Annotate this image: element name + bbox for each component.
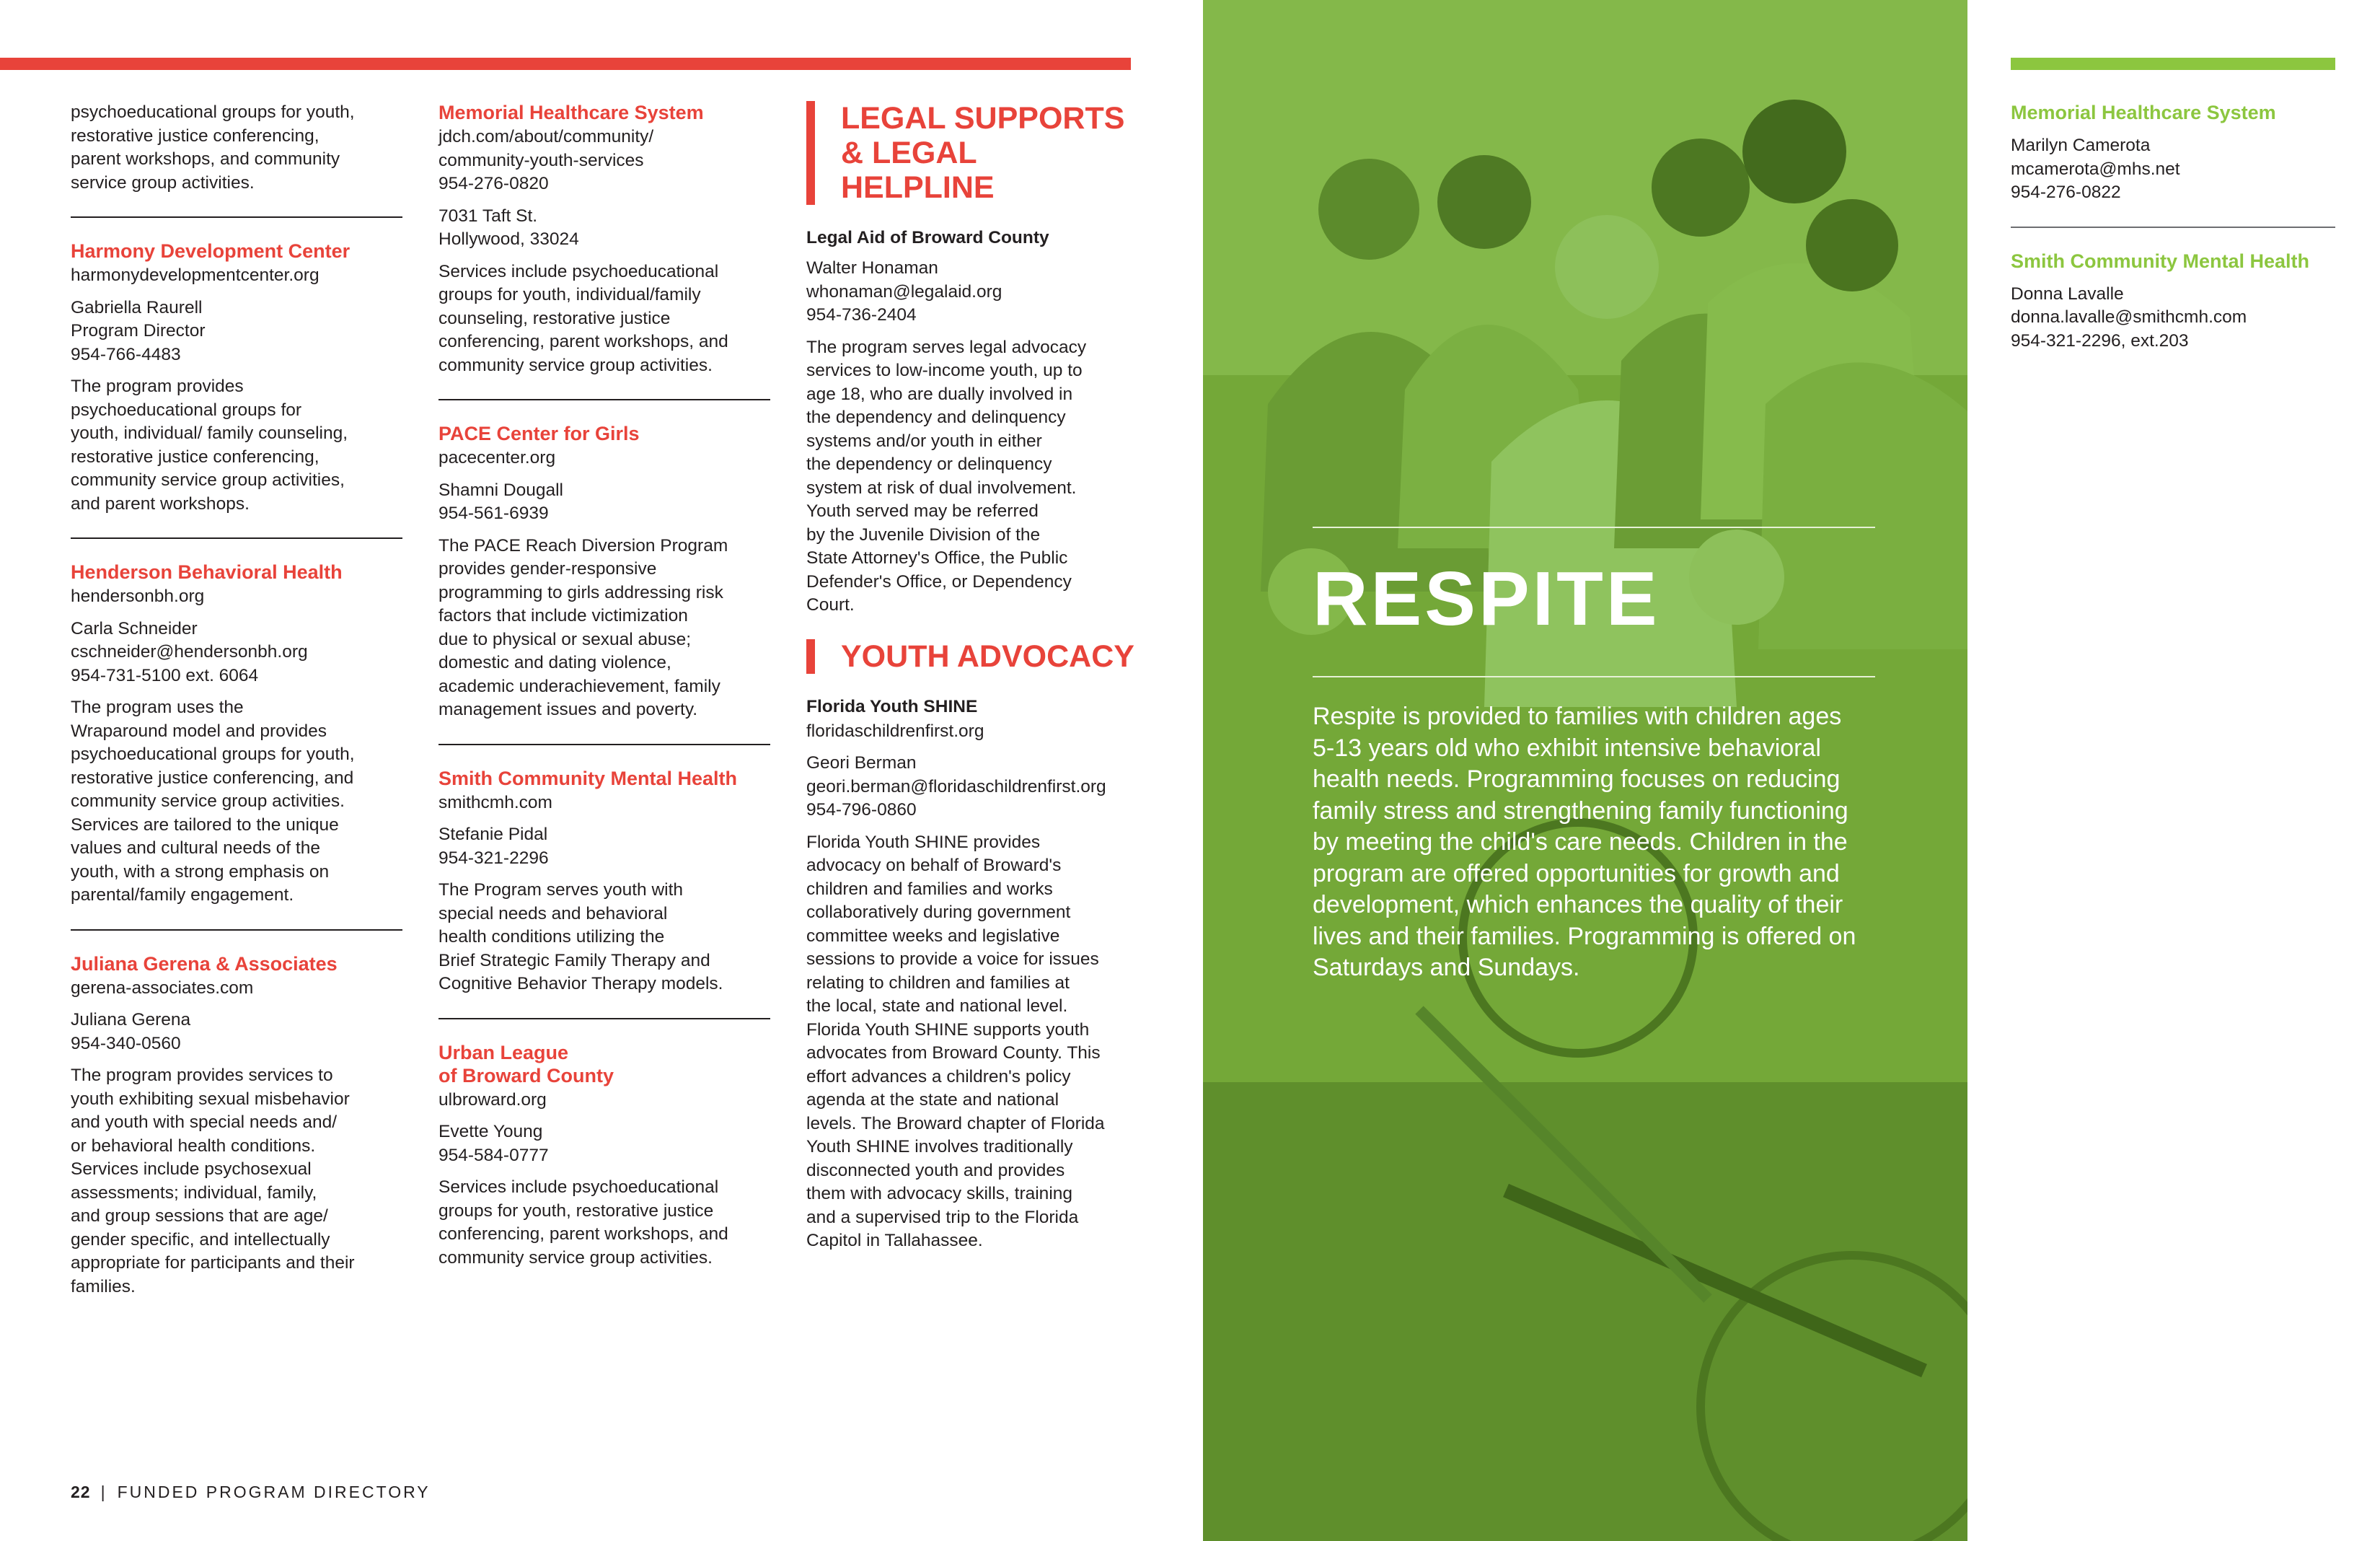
program-website[interactable]: smithcmh.com [438, 792, 552, 812]
program-website[interactable]: pacecenter.org [438, 448, 556, 467]
program-description: The Program serves youth with special needs and behavioral health conditions utilizing the Brief Strategic Family Therapy and Cognitive Behavior Therapy models. [438, 880, 723, 993]
program-contact: Evette Young 954-584-0777 [438, 1122, 549, 1165]
program-entry [438, 422, 770, 722]
program-address: 7031 Taft St. Hollywood, 33024 [438, 206, 579, 249]
program-entry [71, 240, 402, 516]
program-name: PACE Center for Girls [438, 423, 640, 444]
program-contact: Stefanie Pidal 954-321-2296 [438, 825, 549, 868]
respite-title: RESPITE [1313, 556, 1660, 641]
program-website[interactable]: jdch.com/about/community/ community-youth-services 954-276-0820 [438, 127, 654, 193]
divider [71, 216, 402, 218]
page-number: 22 [71, 1483, 91, 1501]
program-entry [438, 767, 770, 996]
program-name: Henderson Behavioral Health [71, 561, 343, 583]
section-marker [806, 101, 815, 205]
footer-separator: | [100, 1483, 107, 1501]
top-accent-bar-red [0, 58, 1131, 70]
program-website[interactable]: ulbroward.org [438, 1089, 547, 1110]
program-entry [438, 101, 770, 377]
section-marker [806, 639, 815, 674]
divider [71, 537, 402, 539]
program-contact: Gabriella Raurell Program Director 954-766-4483 [71, 297, 206, 364]
respite-description: Respite is provided to families with children ages 5-13 years old who exhibit intensive behavioral health needs. Programming focuses on reducing family stress and strengthening family functioning by meeting the child's care needs. Children in the program are offered opportunities for growth and development, which enhances the quality of their lives and their families. Programming is offered on Saturdays and Sundays. [1313, 703, 1856, 981]
respite-rule-top [1313, 527, 1875, 528]
divider [438, 1018, 770, 1019]
program-description: The program uses the Wraparound model and provides psychoeducational groups for youth, restorative justice conferencing, and community service group activities. Services are tailored to the unique values and cultural needs of the youth, with a strong emphasis on parental/family engagement. [71, 698, 355, 905]
program-name: Legal Aid of Broward County [806, 228, 1049, 247]
program-contact: Shamni Dougall 954-561-6939 [438, 480, 563, 523]
page-footer [71, 1483, 431, 1502]
respite-rule-bottom [1313, 676, 1875, 677]
program-website[interactable]: harmonydevelopmentcenter.org [71, 265, 319, 285]
program-entry [71, 952, 402, 1299]
program-entry [2011, 101, 2335, 205]
directory-column-2 [438, 101, 770, 1278]
section-heading-legal [806, 101, 1138, 205]
program-name: Smith Community Mental Health [2011, 250, 2310, 272]
program-name: Harmony Development Center [71, 240, 351, 262]
program-website[interactable]: hendersonbh.org [71, 587, 205, 606]
program-entry [71, 561, 402, 908]
program-contact: Marilyn Camerota mcamerota@mhs.net 954-276-0822 [2011, 136, 2180, 202]
divider [438, 744, 770, 745]
top-accent-bar-green [2011, 58, 2335, 70]
program-description: The program provides psychoeducational groups for youth, individual/ family counseling, restorative justice conferencing, community service group activities, and parent workshops. [71, 377, 348, 514]
program-name: Urban League of Broward County [438, 1041, 614, 1086]
continued-description: psychoeducational groups for youth, restorative justice conferencing, parent workshops, and community service group activities. [71, 102, 355, 193]
program-description: The program provides services to youth exhibiting sexual misbehavior and youth with special needs and/ or behavioral health conditions. Services include psychosexual assessments; individual, family, and group sessions that are age/ gender specific, and intellectually appropriate for participants and their families. [71, 1066, 355, 1296]
program-website[interactable]: floridaschildrenfirst.org [806, 721, 984, 741]
directory-column-4 [2011, 101, 2335, 361]
divider [438, 399, 770, 400]
program-name: Juliana Gerena & Associates [71, 952, 338, 975]
program-name: Smith Community Mental Health [438, 767, 738, 789]
program-entry [806, 695, 1138, 1253]
program-name: Memorial Healthcare System [2011, 102, 2276, 123]
program-description: The PACE Reach Diversion Program provides gender-responsive programming to girls addressing risk factors that include victimization due to physical or sexual abuse; domestic and dating violence, academic underachievement, family management issues and poverty. [438, 535, 728, 719]
program-name: Florida Youth SHINE [806, 696, 978, 716]
section-title: YOUTH ADVOCACY [841, 638, 1134, 674]
program-entry [806, 227, 1138, 618]
program-contact: Juliana Gerena 954-340-0560 [71, 1010, 191, 1053]
program-contact: Donna Lavalle donna.lavalle@smithcmh.com 954-321-2296, ext.203 [2011, 284, 2247, 351]
program-entry [438, 1041, 770, 1270]
divider [71, 929, 402, 931]
program-entry [2011, 250, 2335, 354]
divider [2011, 227, 2335, 228]
directory-column-3 [806, 101, 1138, 1262]
program-name: Memorial Healthcare System [438, 102, 704, 123]
program-website[interactable]: gerena-associates.com [71, 978, 254, 998]
section-title: LEGAL SUPPORTS & LEGAL HELPLINE [840, 101, 1125, 205]
program-description: Florida Youth SHINE provides advocacy on behalf of Broward's children and families and works collaboratively during government committee weeks and legislative sessions to provide a voice for issues relating to children and families at the local, state and national level. Florida Youth SHINE supports youth advocates from Broward County. This effort advances a children's policy agenda at the state and national levels. The Broward chapter of Florida Youth SHINE involves traditionally disconnected youth and provides them with advocacy skills, training and a supervised trip to the Florida Capitol in Tallahassee. [806, 832, 1105, 1250]
section-heading-advocacy [806, 639, 1138, 674]
program-description: Services include psychoeducational groups for youth, individual/family counseling, restorative justice conferencing, parent workshops, and community service group activities. [438, 261, 728, 375]
footer-label: FUNDED PROGRAM DIRECTORY [117, 1483, 431, 1501]
program-description: Services include psychoeducational groups for youth, restorative justice conferencing, parent workshops, and community service group activities. [438, 1177, 728, 1268]
program-contact: Walter Honaman whonaman@legalaid.org 954-736-2404 [806, 258, 1002, 325]
program-description: The program serves legal advocacy services to low-income youth, up to age 18, who are dually involved in the dependency and delinquency systems and/or youth in either the dependency or delinquency system at risk of dual involvement. Youth served may be referred by the Juvenile Division of the State Attorney's Office, the Public Defender's Office, or Dependency Court. [806, 337, 1087, 615]
directory-column-1 [71, 101, 402, 1307]
program-contact: Carla Schneider cschneider@hendersonbh.org 954-731-5100 ext. 6064 [71, 618, 308, 685]
program-contact: Geori Berman geori.berman@floridaschildrenfirst.org 954-796-0860 [806, 753, 1106, 820]
